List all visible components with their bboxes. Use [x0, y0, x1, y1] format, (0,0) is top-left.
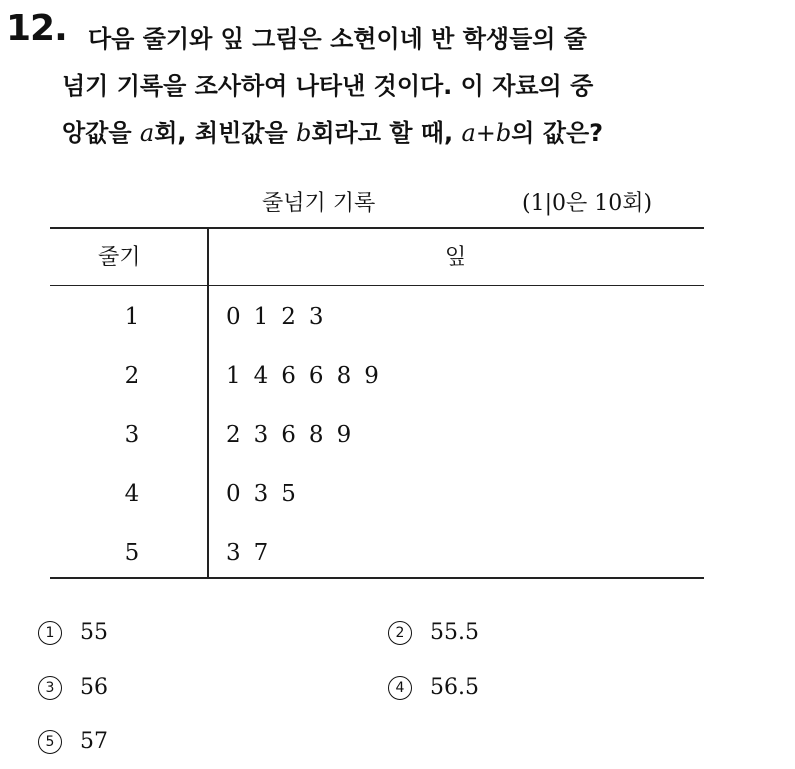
question-text-segment: 앙값을 — [62, 119, 140, 147]
table-title: 줄넘기 기록 — [262, 191, 376, 216]
table-key: (1|0은 10회) — [522, 191, 653, 216]
choice-2[interactable] — [388, 620, 479, 645]
choice-value: 56 — [80, 675, 108, 700]
leaf-value: 7 — [253, 540, 269, 566]
choice-value: 57 — [80, 729, 108, 754]
stem-value: 2 — [124, 363, 140, 389]
leaf-value: 6 — [281, 422, 296, 448]
plus-sign: + — [475, 119, 496, 147]
question-text-segment: 회라고 할 때, — [311, 119, 462, 147]
leaf-value: 2 — [226, 422, 241, 448]
leaf-value: 3 — [308, 304, 324, 330]
choice-1[interactable] — [38, 620, 108, 645]
choice-marker: 4 — [388, 676, 412, 700]
leaf-value: 0 — [226, 481, 241, 507]
choice-4[interactable] — [388, 675, 479, 700]
leaf-list — [226, 422, 351, 448]
leaf-value: 9 — [364, 363, 379, 389]
leaf-value: 3 — [253, 422, 269, 448]
leaf-value: 9 — [336, 422, 352, 448]
question-line-3 — [62, 110, 778, 157]
stem-value: 4 — [124, 481, 140, 507]
choice-marker: 2 — [388, 621, 412, 645]
expression-a: a — [461, 119, 476, 147]
leaf-value: 3 — [253, 481, 269, 507]
leaf-value: 1 — [253, 304, 269, 330]
header-stem: 줄기 — [98, 245, 141, 270]
leaf-value: 0 — [226, 304, 241, 330]
leaf-value: 5 — [281, 481, 296, 507]
header-leaf: 잎 — [445, 245, 467, 270]
leaf-list — [226, 481, 296, 507]
table-row — [50, 408, 704, 466]
expression-b: b — [495, 119, 512, 147]
choice-3[interactable] — [38, 675, 108, 700]
leaf-list — [226, 304, 324, 330]
leaf-value: 2 — [281, 304, 296, 330]
question-number: 12. — [6, 8, 67, 49]
leaf-list — [226, 363, 379, 389]
question-line-2: 넘기 기록을 조사하여 나타낸 것이다. 이 자료의 중 — [62, 72, 594, 100]
table-row — [50, 467, 704, 525]
table-row — [50, 349, 704, 407]
leaf-value: 6 — [308, 363, 324, 389]
leaf-value: 3 — [226, 540, 241, 566]
choice-marker: 3 — [38, 676, 62, 700]
variable-a: a — [139, 119, 155, 147]
choice-value: 56.5 — [430, 675, 479, 700]
variable-b: b — [295, 119, 312, 147]
stem-value: 3 — [124, 422, 140, 448]
choice-value: 55.5 — [430, 620, 479, 645]
leaf-value: 8 — [336, 363, 352, 389]
leaf-list — [226, 540, 268, 566]
choice-value: 55 — [80, 620, 108, 645]
table-row — [50, 526, 704, 584]
stem-value: 1 — [124, 304, 140, 330]
question-text — [62, 16, 778, 157]
leaf-value: 6 — [281, 363, 296, 389]
choice-5[interactable] — [38, 729, 108, 754]
question-line-1: 다음 줄기와 잎 그림은 소현이네 반 학생들의 줄 — [88, 25, 587, 53]
choice-marker: 5 — [38, 730, 62, 754]
question-text-segment: 의 값은? — [511, 119, 604, 147]
leaf-value: 4 — [253, 363, 269, 389]
question-text-segment: 회, 최빈값을 — [154, 119, 296, 147]
table-row — [50, 290, 704, 348]
table-top-rule — [50, 227, 704, 229]
choice-marker: 1 — [38, 621, 62, 645]
leaf-value: 1 — [226, 363, 241, 389]
leaf-value: 8 — [308, 422, 324, 448]
table-header-rule — [50, 285, 704, 286]
stem-value: 5 — [124, 540, 140, 566]
